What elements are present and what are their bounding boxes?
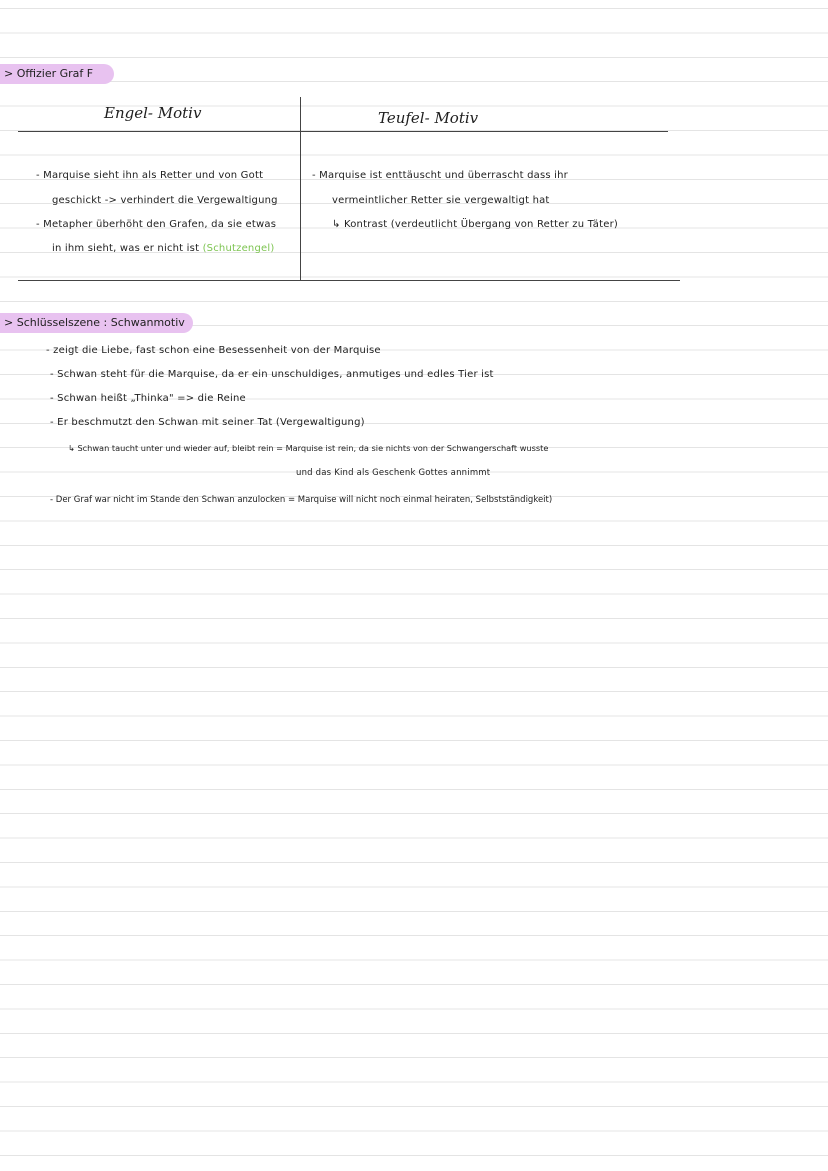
devil-line-1: - Marquise ist enttäuscht und überrascht dass ihr	[312, 170, 568, 181]
angel-line-3: - Metapher überhöht den Grafen, da sie etwas	[36, 219, 277, 230]
table-column-divider	[300, 97, 301, 280]
devil-line-2: vermeintlicher Retter sie vergewaltigt hat	[332, 195, 550, 206]
angel-motif-title: Engel- Motiv	[104, 104, 202, 122]
angel-line-4	[52, 243, 274, 254]
swan-note-4: - Er beschmutzt den Schwan mit seiner Tat (Vergewaltigung)	[50, 417, 365, 428]
swan-note-7: - Der Graf war nicht im Stande den Schwan anzulocken = Marquise will nicht noch einmal heiraten, Selbstständigkeit)	[50, 495, 553, 505]
guardian-angel-note: (Schutzengel)	[202, 243, 275, 254]
section1-heading: > Offizier Graf F	[4, 67, 94, 80]
swan-note-3: - Schwan heißt „Thinka" => die Reine	[50, 393, 246, 404]
swan-note-1: - zeigt die Liebe, fast schon eine Besessenheit von der Marquise	[46, 345, 381, 356]
angel-line-2: geschickt -> verhindert die Vergewaltigung	[52, 195, 278, 206]
section2-heading: > Schlüsselszene : Schwanmotiv	[4, 316, 185, 329]
devil-motif-title: Teufel- Motiv	[378, 109, 479, 127]
devil-line-3: ↳ Kontrast (verdeutlicht Übergang von Retter zu Täter)	[332, 219, 619, 230]
table-bottom-line	[18, 280, 680, 281]
swan-note-5: ↳ Schwan taucht unter und wieder auf, bleibt rein = Marquise ist rein, da sie nichts von der Schwangerschaft wusste	[68, 443, 549, 453]
table-header-divider	[18, 131, 668, 132]
swan-note-6: und das Kind als Geschenk Gottes annimmt	[296, 468, 491, 478]
swan-note-2: - Schwan steht für die Marquise, da er ein unschuldiges, anmutiges und edles Tier ist	[50, 369, 494, 380]
angel-line-4-text: in ihm sieht, was er nicht ist	[52, 243, 200, 254]
angel-line-1: - Marquise sieht ihn als Retter und von Gott	[36, 170, 264, 181]
